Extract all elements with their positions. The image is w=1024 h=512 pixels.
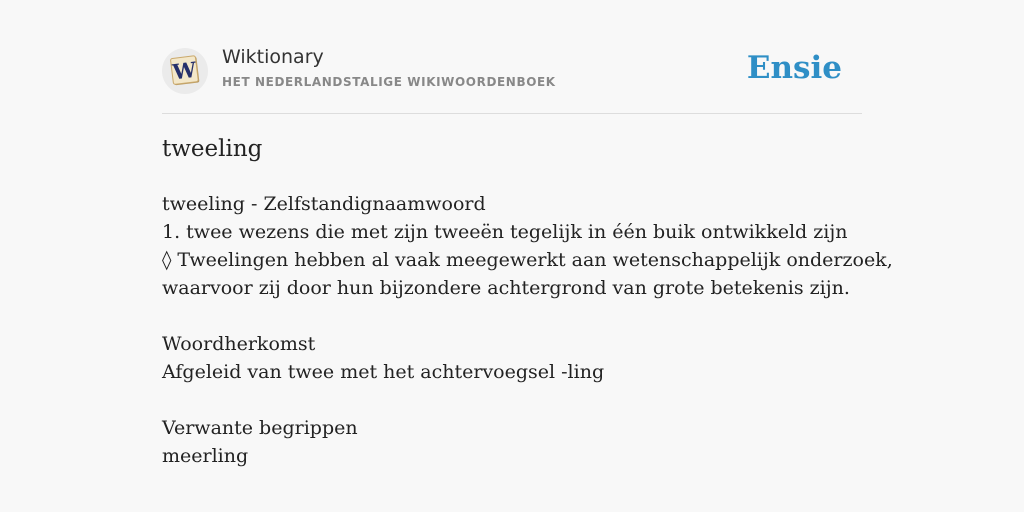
ensie-brand-link[interactable]: Ensie xyxy=(746,50,842,86)
wiktionary-logo-icon[interactable] xyxy=(162,48,208,94)
related-term: meerling xyxy=(162,445,249,467)
part-of-speech-line: tweeling - Zelfstandignaamwoord xyxy=(162,193,486,215)
definition-line: 1. twee wezens die met zijn tweeën tegelijk in één buik ontwikkeld zijn xyxy=(162,221,848,243)
spacer xyxy=(162,386,862,414)
site-header xyxy=(162,44,862,98)
header-divider xyxy=(162,113,862,114)
example-line-1: ◊ Tweelingen hebben al vaak meegewerkt aan wetenschappelijk onderzoek, xyxy=(162,249,893,271)
related-heading: Verwante begrippen xyxy=(162,417,358,439)
etymology-text: Afgeleid van twee met het achtervoegsel -ling xyxy=(162,361,605,383)
entry-title: tweeling xyxy=(162,136,263,162)
example-line-2: waarvoor zij door hun bijzondere achtergrond van grote betekenis zijn. xyxy=(162,277,850,299)
wiktionary-w-tile-icon xyxy=(162,48,208,94)
entry-content xyxy=(162,190,893,470)
etymology-heading: Woordherkomst xyxy=(162,333,316,355)
site-name[interactable]: Wiktionary xyxy=(222,46,324,68)
site-subtitle: HET NEDERLANDSTALIGE WIKIWOORDENBOEK xyxy=(222,75,556,89)
spacer xyxy=(162,302,862,330)
svg-text:W: W xyxy=(171,56,198,85)
